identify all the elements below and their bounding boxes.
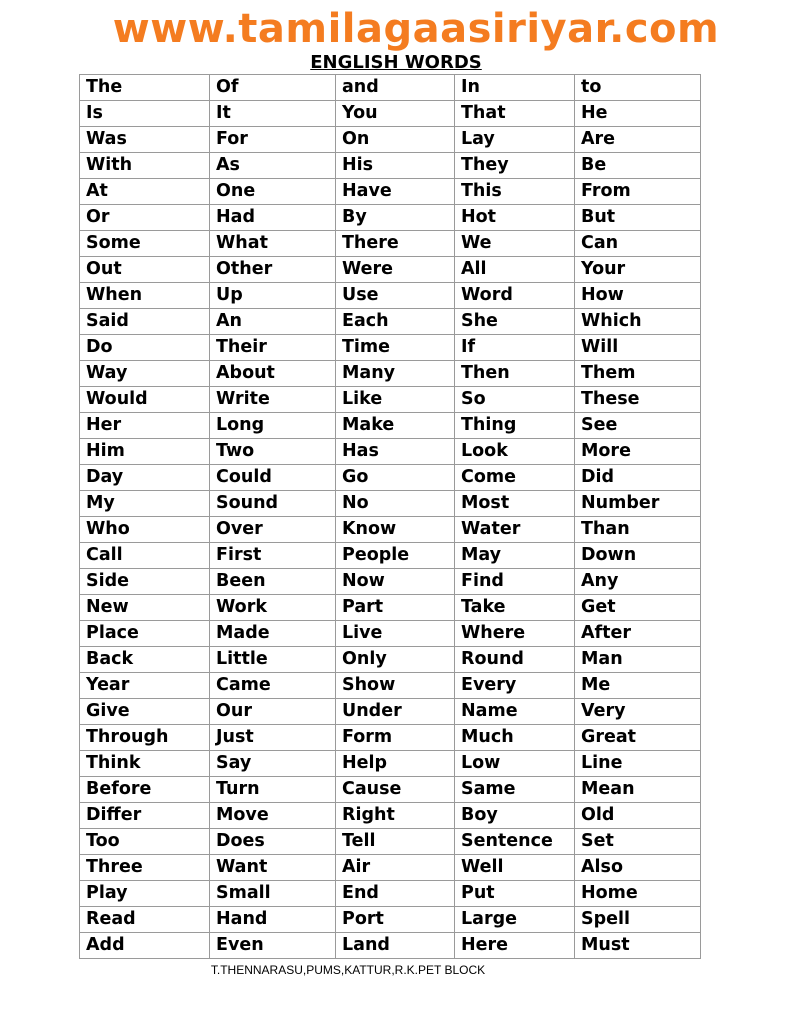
table-row	[80, 75, 701, 101]
table-row	[80, 491, 701, 517]
word-cell: Down	[575, 543, 701, 569]
word-cell: Will	[575, 335, 701, 361]
word-cell: Right	[336, 803, 455, 829]
word-cell: Also	[575, 855, 701, 881]
table-row	[80, 907, 701, 933]
table-row	[80, 751, 701, 777]
word-cell: Much	[455, 725, 575, 751]
table-row	[80, 205, 701, 231]
word-cell: Are	[575, 127, 701, 153]
word-cell: As	[210, 153, 336, 179]
word-table-body	[80, 75, 701, 959]
table-row	[80, 309, 701, 335]
word-cell: Do	[80, 335, 210, 361]
word-cell: Does	[210, 829, 336, 855]
word-cell: But	[575, 205, 701, 231]
word-cell: Even	[210, 933, 336, 959]
word-cell: About	[210, 361, 336, 387]
word-cell: These	[575, 387, 701, 413]
word-table	[79, 74, 701, 959]
word-cell: Land	[336, 933, 455, 959]
word-cell: My	[80, 491, 210, 517]
table-row	[80, 335, 701, 361]
word-cell: Their	[210, 335, 336, 361]
word-cell: Must	[575, 933, 701, 959]
word-cell: First	[210, 543, 336, 569]
table-row	[80, 881, 701, 907]
table-row	[80, 855, 701, 881]
word-cell: Would	[80, 387, 210, 413]
word-cell: Sound	[210, 491, 336, 517]
word-cell: Help	[336, 751, 455, 777]
word-cell: How	[575, 283, 701, 309]
word-cell: Word	[455, 283, 575, 309]
word-cell: See	[575, 413, 701, 439]
word-cell: That	[455, 101, 575, 127]
word-cell: Hot	[455, 205, 575, 231]
word-cell: Know	[336, 517, 455, 543]
table-row	[80, 621, 701, 647]
table-row	[80, 153, 701, 179]
word-cell: Port	[336, 907, 455, 933]
word-cell: Water	[455, 517, 575, 543]
table-row	[80, 231, 701, 257]
word-cell: Get	[575, 595, 701, 621]
footer-credit: T.THENNARASU,PUMS,KATTUR,R.K.PET BLOCK	[210, 963, 486, 977]
word-cell: Add	[80, 933, 210, 959]
word-cell: Or	[80, 205, 210, 231]
word-cell: Go	[336, 465, 455, 491]
word-cell: Who	[80, 517, 210, 543]
word-cell: Your	[575, 257, 701, 283]
word-cell: Set	[575, 829, 701, 855]
word-cell: So	[455, 387, 575, 413]
word-cell: Were	[336, 257, 455, 283]
table-row	[80, 829, 701, 855]
word-cell: She	[455, 309, 575, 335]
word-cell: With	[80, 153, 210, 179]
word-cell: Play	[80, 881, 210, 907]
word-cell: Two	[210, 439, 336, 465]
table-row	[80, 465, 701, 491]
page-title: ENGLISH WORDS	[310, 52, 482, 73]
table-row	[80, 595, 701, 621]
word-cell: Differ	[80, 803, 210, 829]
word-cell: Well	[455, 855, 575, 881]
word-cell: Was	[80, 127, 210, 153]
word-cell: Live	[336, 621, 455, 647]
table-row	[80, 257, 701, 283]
word-cell: Lay	[455, 127, 575, 153]
word-cell: This	[455, 179, 575, 205]
word-cell: Have	[336, 179, 455, 205]
word-cell: Line	[575, 751, 701, 777]
word-cell: Hand	[210, 907, 336, 933]
word-cell: Here	[455, 933, 575, 959]
word-cell: Work	[210, 595, 336, 621]
word-cell: Round	[455, 647, 575, 673]
word-cell: Be	[575, 153, 701, 179]
word-cell: Then	[455, 361, 575, 387]
word-cell: Me	[575, 673, 701, 699]
word-cell: Where	[455, 621, 575, 647]
table-row	[80, 413, 701, 439]
word-cell: Can	[575, 231, 701, 257]
word-cell: On	[336, 127, 455, 153]
word-cell: Said	[80, 309, 210, 335]
word-cell: It	[210, 101, 336, 127]
table-row	[80, 725, 701, 751]
word-cell: Move	[210, 803, 336, 829]
word-cell: Day	[80, 465, 210, 491]
table-row	[80, 777, 701, 803]
word-cell: Same	[455, 777, 575, 803]
word-cell: Thing	[455, 413, 575, 439]
word-cell: All	[455, 257, 575, 283]
word-cell: Back	[80, 647, 210, 673]
word-cell: Air	[336, 855, 455, 881]
word-cell: Over	[210, 517, 336, 543]
word-cell: and	[336, 75, 455, 101]
word-cell: Old	[575, 803, 701, 829]
word-cell: Think	[80, 751, 210, 777]
word-cell: Time	[336, 335, 455, 361]
word-cell: Now	[336, 569, 455, 595]
word-cell: Had	[210, 205, 336, 231]
word-cell: Small	[210, 881, 336, 907]
website-watermark: www.tamilagaasiriyar.com	[112, 6, 720, 52]
word-cell: Them	[575, 361, 701, 387]
word-cell: Way	[80, 361, 210, 387]
word-cell: Find	[455, 569, 575, 595]
word-cell: Some	[80, 231, 210, 257]
word-cell: Place	[80, 621, 210, 647]
word-cell: An	[210, 309, 336, 335]
word-cell: Spell	[575, 907, 701, 933]
table-row	[80, 179, 701, 205]
word-cell: From	[575, 179, 701, 205]
word-cell: New	[80, 595, 210, 621]
word-cell: Look	[455, 439, 575, 465]
table-row	[80, 127, 701, 153]
word-cell: Any	[575, 569, 701, 595]
word-cell: Many	[336, 361, 455, 387]
word-cell: His	[336, 153, 455, 179]
word-cell: Under	[336, 699, 455, 725]
word-cell: Come	[455, 465, 575, 491]
word-cell: Every	[455, 673, 575, 699]
table-row	[80, 803, 701, 829]
word-cell: Want	[210, 855, 336, 881]
word-cell: If	[455, 335, 575, 361]
word-cell: Could	[210, 465, 336, 491]
word-cell: Just	[210, 725, 336, 751]
word-cell: Say	[210, 751, 336, 777]
word-cell: Made	[210, 621, 336, 647]
word-cell: Of	[210, 75, 336, 101]
word-cell: Very	[575, 699, 701, 725]
word-cell: Him	[80, 439, 210, 465]
word-cell: Give	[80, 699, 210, 725]
table-row	[80, 647, 701, 673]
word-cell: Write	[210, 387, 336, 413]
word-cell: Through	[80, 725, 210, 751]
word-cell: Name	[455, 699, 575, 725]
word-cell: Side	[80, 569, 210, 595]
table-row	[80, 283, 701, 309]
word-cell: Man	[575, 647, 701, 673]
word-cell: Each	[336, 309, 455, 335]
word-cell: Like	[336, 387, 455, 413]
word-cell: Turn	[210, 777, 336, 803]
word-cell: In	[455, 75, 575, 101]
word-cell: Number	[575, 491, 701, 517]
table-row	[80, 387, 701, 413]
table-row	[80, 933, 701, 959]
word-cell: Make	[336, 413, 455, 439]
word-cell: to	[575, 75, 701, 101]
word-cell: Than	[575, 517, 701, 543]
table-row	[80, 699, 701, 725]
word-cell: Year	[80, 673, 210, 699]
word-cell: Read	[80, 907, 210, 933]
word-cell: Mean	[575, 777, 701, 803]
word-cell: Is	[80, 101, 210, 127]
word-cell: One	[210, 179, 336, 205]
word-cell: May	[455, 543, 575, 569]
word-cell: Low	[455, 751, 575, 777]
word-cell: Came	[210, 673, 336, 699]
word-cell: When	[80, 283, 210, 309]
word-cell: Our	[210, 699, 336, 725]
word-cell: Cause	[336, 777, 455, 803]
word-cell: Boy	[455, 803, 575, 829]
table-row	[80, 673, 701, 699]
table-row	[80, 361, 701, 387]
word-cell: Three	[80, 855, 210, 881]
word-cell: Little	[210, 647, 336, 673]
word-cell: He	[575, 101, 701, 127]
word-cell: People	[336, 543, 455, 569]
table-row	[80, 439, 701, 465]
word-cell: Part	[336, 595, 455, 621]
word-cell: Which	[575, 309, 701, 335]
word-cell: Up	[210, 283, 336, 309]
word-cell: The	[80, 75, 210, 101]
word-cell: Sentence	[455, 829, 575, 855]
word-cell: Been	[210, 569, 336, 595]
table-row	[80, 517, 701, 543]
word-cell: We	[455, 231, 575, 257]
word-cell: At	[80, 179, 210, 205]
word-cell: Most	[455, 491, 575, 517]
word-cell: They	[455, 153, 575, 179]
word-cell: Only	[336, 647, 455, 673]
word-cell: Large	[455, 907, 575, 933]
word-cell: Did	[575, 465, 701, 491]
word-cell: Show	[336, 673, 455, 699]
word-cell: By	[336, 205, 455, 231]
word-cell: After	[575, 621, 701, 647]
word-cell: Out	[80, 257, 210, 283]
word-cell: Form	[336, 725, 455, 751]
word-cell: There	[336, 231, 455, 257]
word-cell: Great	[575, 725, 701, 751]
word-cell: Home	[575, 881, 701, 907]
table-row	[80, 101, 701, 127]
word-cell: Call	[80, 543, 210, 569]
word-cell: You	[336, 101, 455, 127]
word-cell: Tell	[336, 829, 455, 855]
word-cell: For	[210, 127, 336, 153]
word-cell: Use	[336, 283, 455, 309]
word-cell: Other	[210, 257, 336, 283]
word-cell: More	[575, 439, 701, 465]
word-cell: Has	[336, 439, 455, 465]
word-cell: Before	[80, 777, 210, 803]
word-cell: Long	[210, 413, 336, 439]
table-row	[80, 543, 701, 569]
word-cell: Take	[455, 595, 575, 621]
word-cell: Too	[80, 829, 210, 855]
word-cell: Put	[455, 881, 575, 907]
word-cell: No	[336, 491, 455, 517]
table-row	[80, 569, 701, 595]
word-cell: End	[336, 881, 455, 907]
word-cell: What	[210, 231, 336, 257]
word-cell: Her	[80, 413, 210, 439]
